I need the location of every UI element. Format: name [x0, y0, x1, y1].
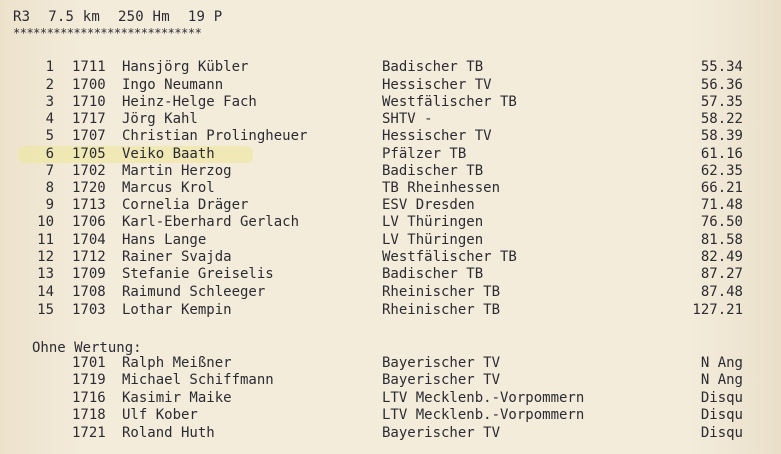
result-row: [0, 232, 781, 250]
athlete-name-cell: Kasimir Maike: [122, 390, 232, 406]
result-row: [0, 355, 781, 373]
athlete-name-cell: Ulf Kober: [122, 407, 198, 423]
club-cell: ESV Dresden: [382, 197, 475, 213]
club-cell: Badischer TB: [382, 163, 484, 179]
result-time-cell: 56.36: [700, 77, 743, 93]
rank-cell: 6: [45, 146, 54, 162]
athlete-name-cell: Marcus Krol: [122, 180, 215, 196]
bib-number-cell: 1707: [72, 128, 106, 144]
result-time-cell: N Ang: [700, 355, 743, 371]
bib-number-cell: 1710: [72, 94, 106, 110]
result-row: [0, 407, 781, 425]
bib-number-cell: 1706: [72, 214, 106, 230]
club-cell: Westfälischer TB: [382, 249, 517, 265]
race-points: 19 P: [187, 9, 223, 25]
club-cell: Rheinischer TB: [382, 302, 501, 318]
athlete-name-cell: Karl-Eberhard Gerlach: [122, 214, 300, 230]
athlete-name-cell: Ingo Neumann: [122, 77, 224, 93]
athlete-name-cell: Hans Lange: [122, 232, 207, 248]
result-row: [0, 390, 781, 408]
result-row: [0, 266, 781, 284]
bib-number-cell: 1708: [72, 284, 106, 300]
result-row: [0, 111, 781, 129]
athlete-name-cell: Cornelia Dräger: [122, 197, 249, 213]
bib-number-cell: 1718: [72, 407, 106, 423]
rank-cell: 2: [45, 77, 54, 93]
club-cell: LV Thüringen: [382, 214, 484, 230]
club-cell: Badischer TB: [382, 59, 484, 75]
club-cell: SHTV -: [382, 111, 433, 127]
result-row: [0, 425, 781, 443]
result-time-cell: Disqu: [700, 390, 743, 406]
result-row: [0, 214, 781, 232]
result-time-cell: 71.48: [700, 197, 743, 213]
bib-number-cell: 1721: [72, 425, 106, 441]
bib-number-cell: 1709: [72, 266, 106, 282]
athlete-name-cell: Heinz-Helge Fach: [122, 94, 257, 110]
result-row: [0, 59, 781, 77]
rank-cell: 12: [37, 249, 54, 265]
result-time-cell: Disqu: [700, 425, 743, 441]
bib-number-cell: 1720: [72, 180, 106, 196]
club-cell: Badischer TB: [382, 266, 484, 282]
club-cell: LV Thüringen: [382, 232, 484, 248]
club-cell: Bayerischer TV: [382, 372, 501, 388]
athlete-name-cell: Christian Prolingheuer: [122, 128, 308, 144]
result-row: [0, 77, 781, 95]
rank-cell: 4: [45, 111, 54, 127]
bib-number-cell: 1717: [72, 111, 106, 127]
athlete-name-cell: Martin Herzog: [122, 163, 232, 179]
result-row: [0, 146, 781, 164]
rank-cell: 1: [45, 59, 54, 75]
result-time-cell: 66.21: [700, 180, 743, 196]
header-separator: ****************************: [13, 26, 202, 40]
club-cell: Bayerischer TV: [382, 355, 501, 371]
race-elevation: 250 Hm: [118, 9, 170, 25]
result-time-cell: 76.50: [700, 214, 743, 230]
athlete-name-cell: Roland Huth: [122, 425, 215, 441]
club-cell: Rheinischer TB: [382, 284, 501, 300]
result-time-cell: 58.39: [700, 128, 743, 144]
club-cell: Pfälzer TB: [382, 146, 467, 162]
result-time-cell: 62.35: [700, 163, 743, 179]
bib-number-cell: 1712: [72, 249, 106, 265]
result-time-cell: 127.21: [692, 302, 743, 318]
result-time-cell: 87.27: [700, 266, 743, 282]
result-row: [0, 302, 781, 320]
result-row: [0, 163, 781, 181]
race-id: R3: [13, 9, 31, 25]
bib-number-cell: 1702: [72, 163, 106, 179]
athlete-name-cell: Stefanie Greiselis: [122, 266, 274, 282]
club-cell: Westfälischer TB: [382, 94, 517, 110]
rank-cell: 7: [45, 163, 54, 179]
result-time-cell: 87.48: [700, 284, 743, 300]
result-time-cell: N Ang: [700, 372, 743, 388]
result-time-cell: 82.49: [700, 249, 743, 265]
bib-number-cell: 1701: [72, 355, 106, 371]
rank-cell: 14: [37, 284, 54, 300]
unranked-section-title: Ohne Wertung:: [32, 340, 142, 356]
result-time-cell: 58.22: [700, 111, 743, 127]
rank-cell: 13: [37, 266, 54, 282]
bib-number-cell: 1700: [72, 77, 106, 93]
result-row: [0, 180, 781, 198]
result-time-cell: 81.58: [700, 232, 743, 248]
athlete-name-cell: Lothar Kempin: [122, 302, 232, 318]
result-row: [0, 249, 781, 267]
rank-cell: 11: [37, 232, 54, 248]
bib-number-cell: 1711: [72, 59, 106, 75]
athlete-name-cell: Jörg Kahl: [122, 111, 198, 127]
athlete-name-cell: Hansjörg Kübler: [122, 59, 249, 75]
rank-cell: 3: [45, 94, 54, 110]
bib-number-cell: 1703: [72, 302, 106, 318]
athlete-name-cell: Ralph Meißner: [122, 355, 232, 371]
rank-cell: 5: [45, 128, 54, 144]
result-row: [0, 94, 781, 112]
bib-number-cell: 1716: [72, 390, 106, 406]
rank-cell: 15: [37, 302, 54, 318]
result-time-cell: 61.16: [700, 146, 743, 162]
athlete-name-cell: Raimund Schleeger: [122, 284, 266, 300]
club-cell: Hessischer TV: [382, 77, 492, 93]
bib-number-cell: 1713: [72, 197, 106, 213]
result-row: [0, 197, 781, 215]
result-row: [0, 284, 781, 302]
bib-number-cell: 1704: [72, 232, 106, 248]
club-cell: TB Rheinhessen: [382, 180, 501, 196]
club-cell: Bayerischer TV: [382, 425, 501, 441]
rank-cell: 9: [45, 197, 54, 213]
bib-number-cell: 1705: [72, 146, 106, 162]
result-time-cell: Disqu: [700, 407, 743, 423]
rank-cell: 10: [37, 214, 54, 230]
athlete-name-cell: Veiko Baath: [122, 146, 215, 162]
bib-number-cell: 1719: [72, 372, 106, 388]
club-cell: Hessischer TV: [382, 128, 492, 144]
result-row: [0, 372, 781, 390]
result-row: [0, 128, 781, 146]
result-time-cell: 55.34: [700, 59, 743, 75]
athlete-name-cell: Michael Schiffmann: [122, 372, 274, 388]
athlete-name-cell: Rainer Svajda: [122, 249, 232, 265]
rank-cell: 8: [45, 180, 54, 196]
club-cell: LTV Mecklenb.-Vorpommern: [382, 407, 585, 423]
result-time-cell: 57.35: [700, 94, 743, 110]
race-distance: 7.5 km: [48, 9, 101, 25]
club-cell: LTV Mecklenb.-Vorpommern: [382, 390, 585, 406]
race-header: [13, 9, 240, 25]
